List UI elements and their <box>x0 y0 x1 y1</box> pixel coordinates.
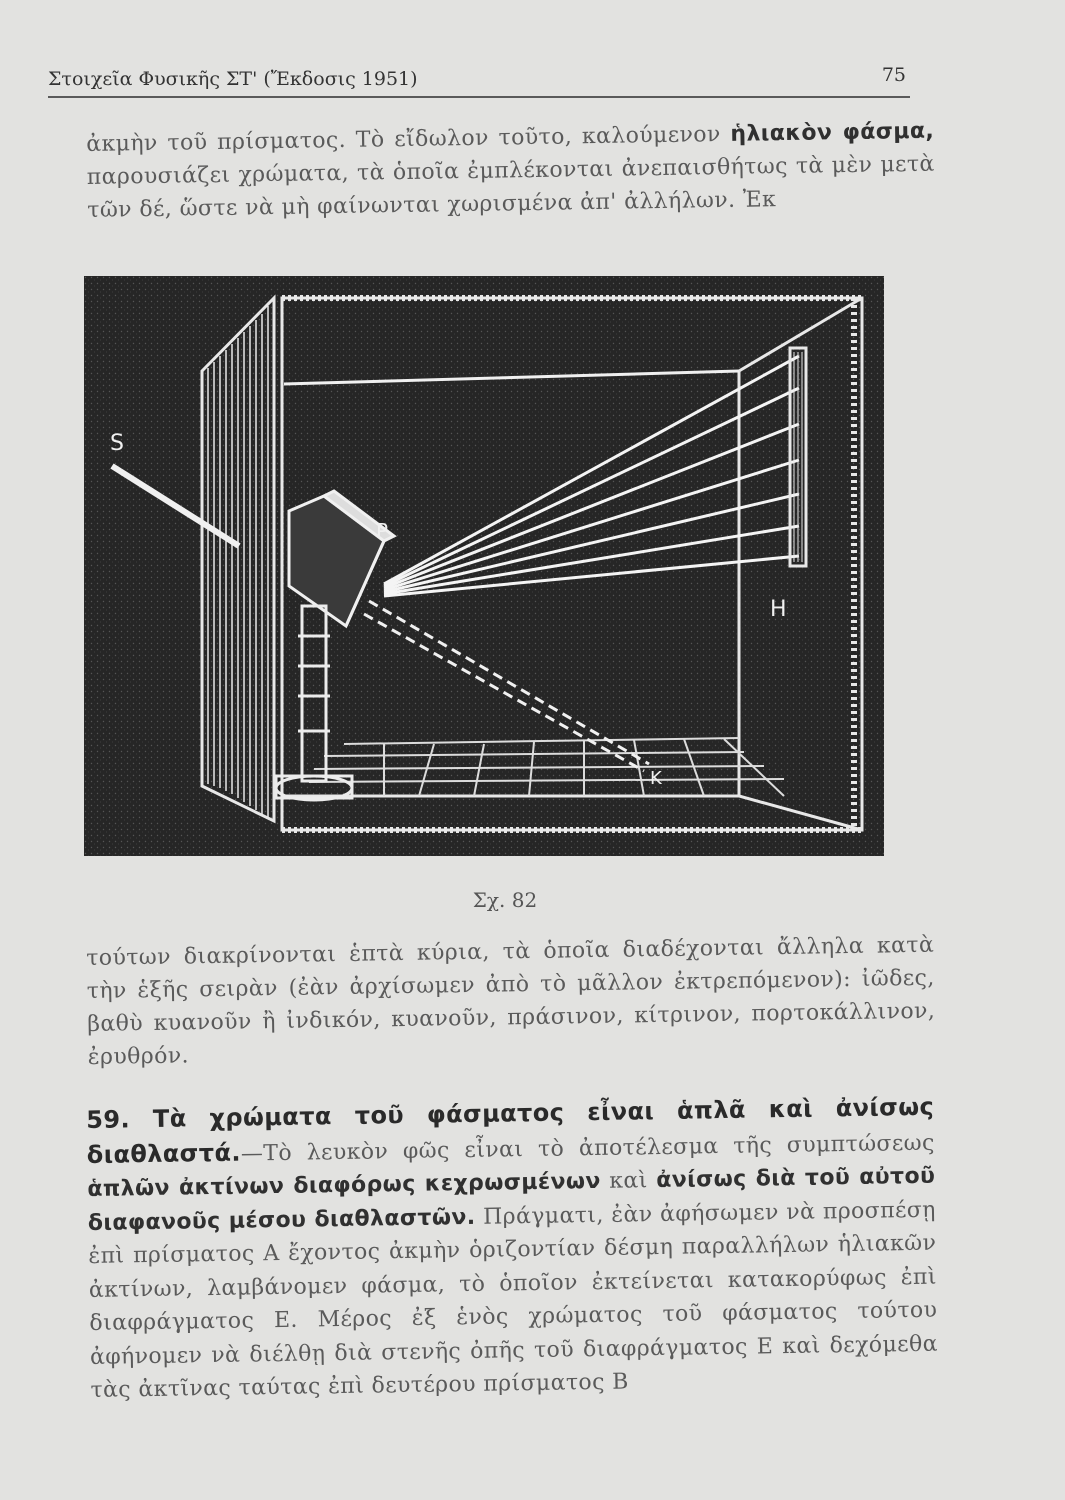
section-heading: 59. Τὰ χρώματα τοῦ φάσματος εἶναι ἁπλᾶ καὶ ἀνίσως διαθλαστά. <box>86 1092 935 1169</box>
paragraph-seven-colors: τούτων διακρίνονται ἑπτὰ κύρια, τὰ ὁποῖα διαδέχονται ἄλληλα κατὰ τὴν ἑξῆς σειρὰν (ἐὰν ἀρχίσωμεν ἀπὸ τὸ μᾶλλον ἐκτρεπόμενον): ἰῶδες, βαθὺ κυανοῦν ἢ ἰνδικόν, κυανοῦν, πράσινον, κίτρινον, πορτοκάλλινον, ἐρυθρόν. <box>86 932 936 1070</box>
running-header <box>48 62 910 98</box>
running-title: Στοιχεῖα Φυσικῆς ΣΤ' (Ἔκδοσις 1951) <box>48 68 418 90</box>
paragraph-text: Πράγματι, ἐὰν ἀφήσωμεν νὰ προσπέσῃ ἐπὶ πρίσματος Α ἔχοντος ἀκμὴν ὁριζοντίαν δέσμη παραλλήλων ἡλιακῶν ἀκτίνων, λαμβάνομεν φάσμα, τὸ ὁποῖον ἐκτείνεται κατακορύφως ἐπὶ διαφράγματος Ε. Μέρος ἐξ ἑνὸς χρώματος τοῦ φάσματος τούτου ἀφήνομεν νὰ διέλθῃ διὰ στενῆς ὀπῆς τοῦ διαφράγματος Ε καὶ δεχόμεθα τὰς ἀκτῖνας ταύτας ἐπὶ δευτέρου πρίσματος Β <box>88 1197 939 1403</box>
bold-term-solar-spectrum: ἡλιακὸν φάσμα, <box>730 118 935 147</box>
label-k: K <box>650 768 662 789</box>
bold-phrase-simple-rays: ἁπλῶν ἀκτίνων διαφόρως κεχρωσμένων <box>87 1168 601 1202</box>
bold-phrase-unequal-refraction: ἀνίσως διὰ τοῦ αὐτοῦ διαφανοῦς μέσου διαθλαστῶν. <box>87 1163 936 1236</box>
paragraph-text: —Τὸ λευκὸν φῶς εἶναι τὸ ἀποτέλεσμα τῆς συμπτώσεως <box>240 1130 935 1167</box>
paragraph-spectrum-intro <box>86 115 935 227</box>
label-p: P <box>376 519 389 543</box>
section-59 <box>86 1091 939 1408</box>
prism-box-drawing <box>84 276 884 856</box>
label-s: S <box>110 431 124 456</box>
figure-caption: Σχ. 82 <box>472 888 538 912</box>
paragraph-text: παρουσιάζει χρώματα, τὰ ὁποῖα ἐμπλέκονται ἀνεπαισθήτως τὰ μὲν μετὰ τῶν δέ, ὥστε νὰ μὴ φαίνωνται χωρισμένα ἀπ' ἀλλήλων. Ἐκ <box>86 151 935 223</box>
paragraph-text: ἀκμὴν τοῦ πρίσματος. Τὸ εἴδωλον τοῦτο, καλούμενον <box>86 121 731 157</box>
page-number: 75 <box>881 64 906 86</box>
label-h: H <box>770 597 787 622</box>
paragraph-text: καὶ <box>600 1168 657 1194</box>
figure-prism-spectrum-illustration <box>84 276 884 856</box>
